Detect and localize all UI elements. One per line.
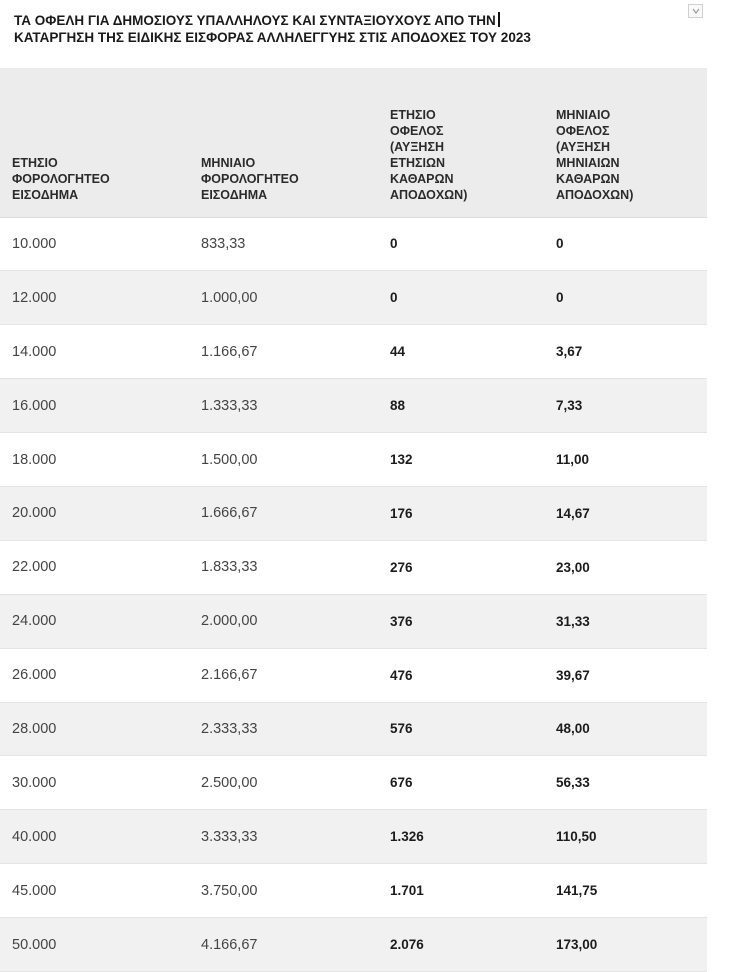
table-row bbox=[0, 648, 707, 702]
header-annual-taxable-income: ΕΤΗΣΙΟ ΦΟΡΟΛΟΓΗΤΕΟ ΕΙΣΟΔΗΜΑ bbox=[0, 68, 189, 217]
annual-benefit-cell: 2.076 bbox=[378, 918, 544, 972]
annual-income-cell: 16.000 bbox=[0, 379, 189, 433]
table-row bbox=[0, 325, 707, 379]
annual-income-cell: 26.000 bbox=[0, 648, 189, 702]
annual-income-cell: 40.000 bbox=[0, 810, 189, 864]
table-title bbox=[14, 12, 664, 46]
header-monthly-benefit: ΜΗΝΙΑΙΟ ΟΦΕΛΟΣ (ΑΥΞΗΣΗ ΜΗΝΙΑΙΩΝ ΚΑΘΑΡΩΝ ΑΠΟΔΟΧΩΝ) bbox=[544, 68, 707, 217]
monthly-income-cell: 1.000,00 bbox=[189, 271, 378, 325]
table-body bbox=[0, 217, 707, 971]
annual-income-cell: 18.000 bbox=[0, 433, 189, 487]
annual-income-cell: 22.000 bbox=[0, 540, 189, 594]
monthly-benefit-cell: 141,75 bbox=[544, 864, 707, 918]
chevron-down-icon[interactable] bbox=[688, 4, 703, 18]
table-row bbox=[0, 810, 707, 864]
monthly-income-cell: 1.833,33 bbox=[189, 540, 378, 594]
monthly-income-cell: 2.166,67 bbox=[189, 648, 378, 702]
table-row bbox=[0, 918, 707, 972]
header-monthly-taxable-income: ΜΗΝΙΑΙΟ ΦΟΡΟΛΟΓΗΤΕΟ ΕΙΣΟΔΗΜΑ bbox=[189, 68, 378, 217]
monthly-income-cell: 1.333,33 bbox=[189, 379, 378, 433]
monthly-benefit-cell: 39,67 bbox=[544, 648, 707, 702]
monthly-benefit-cell: 23,00 bbox=[544, 540, 707, 594]
monthly-benefit-cell: 173,00 bbox=[544, 918, 707, 972]
table-row bbox=[0, 702, 707, 756]
monthly-income-cell: 1.666,67 bbox=[189, 486, 378, 540]
annual-benefit-cell: 576 bbox=[378, 702, 544, 756]
monthly-benefit-cell: 14,67 bbox=[544, 486, 707, 540]
monthly-benefit-cell: 7,33 bbox=[544, 379, 707, 433]
header-annual-benefit: ΕΤΗΣΙΟ ΟΦΕΛΟΣ (ΑΥΞΗΣΗ ΕΤΗΣΙΩΝ ΚΑΘΑΡΩΝ ΑΠΟΔΟΧΩΝ) bbox=[378, 68, 544, 217]
table-row bbox=[0, 864, 707, 918]
table-title-line-2: ΚΑΤΑΡΓΗΣΗ ΤΗΣ ΕΙΔΙΚΗΣ ΕΙΣΦΟΡΑΣ ΑΛΛΗΛΕΓΓΥΗΣ ΣΤΙΣ ΑΠΟΔΟΧΕΣ ΤΟΥ 2023 bbox=[14, 30, 531, 45]
annual-income-cell: 12.000 bbox=[0, 271, 189, 325]
annual-benefit-cell: 176 bbox=[378, 486, 544, 540]
monthly-income-cell: 2.500,00 bbox=[189, 756, 378, 810]
annual-income-cell: 50.000 bbox=[0, 918, 189, 972]
annual-income-cell: 10.000 bbox=[0, 217, 189, 271]
monthly-income-cell: 3.750,00 bbox=[189, 864, 378, 918]
table-row bbox=[0, 217, 707, 271]
annual-benefit-cell: 88 bbox=[378, 379, 544, 433]
annual-benefit-cell: 132 bbox=[378, 433, 544, 487]
annual-benefit-cell: 676 bbox=[378, 756, 544, 810]
table-row bbox=[0, 594, 707, 648]
annual-benefit-cell: 0 bbox=[378, 271, 544, 325]
annual-benefit-cell: 376 bbox=[378, 594, 544, 648]
monthly-benefit-cell: 0 bbox=[544, 271, 707, 325]
monthly-benefit-cell: 31,33 bbox=[544, 594, 707, 648]
monthly-benefit-cell: 3,67 bbox=[544, 325, 707, 379]
monthly-benefit-cell: 110,50 bbox=[544, 810, 707, 864]
monthly-income-cell: 1.500,00 bbox=[189, 433, 378, 487]
monthly-income-cell: 2.000,00 bbox=[189, 594, 378, 648]
benefits-table bbox=[0, 68, 707, 972]
monthly-benefit-cell: 48,00 bbox=[544, 702, 707, 756]
annual-benefit-cell: 1.701 bbox=[378, 864, 544, 918]
monthly-income-cell: 833,33 bbox=[189, 217, 378, 271]
text-cursor bbox=[498, 12, 500, 27]
monthly-income-cell: 1.166,67 bbox=[189, 325, 378, 379]
table-title-line-1: ΤΑ ΟΦΕΛΗ ΓΙΑ ΔΗΜΟΣΙΟΥΣ ΥΠΑΛΛΗΛΟΥΣ ΚΑΙ ΣΥΝΤΑΞΙΟΥΧΟΥΣ ΑΠΟ ΤΗΝ bbox=[14, 12, 664, 29]
monthly-benefit-cell: 11,00 bbox=[544, 433, 707, 487]
monthly-income-cell: 4.166,67 bbox=[189, 918, 378, 972]
monthly-income-cell: 2.333,33 bbox=[189, 702, 378, 756]
table-row bbox=[0, 379, 707, 433]
annual-benefit-cell: 0 bbox=[378, 217, 544, 271]
annual-income-cell: 24.000 bbox=[0, 594, 189, 648]
annual-income-cell: 14.000 bbox=[0, 325, 189, 379]
table-header-row bbox=[0, 68, 707, 217]
annual-income-cell: 20.000 bbox=[0, 486, 189, 540]
table-row bbox=[0, 756, 707, 810]
table-row bbox=[0, 271, 707, 325]
annual-income-cell: 28.000 bbox=[0, 702, 189, 756]
annual-income-cell: 30.000 bbox=[0, 756, 189, 810]
monthly-income-cell: 3.333,33 bbox=[189, 810, 378, 864]
annual-income-cell: 45.000 bbox=[0, 864, 189, 918]
annual-benefit-cell: 1.326 bbox=[378, 810, 544, 864]
annual-benefit-cell: 44 bbox=[378, 325, 544, 379]
monthly-benefit-cell: 0 bbox=[544, 217, 707, 271]
annual-benefit-cell: 276 bbox=[378, 540, 544, 594]
table-row bbox=[0, 433, 707, 487]
annual-benefit-cell: 476 bbox=[378, 648, 544, 702]
monthly-benefit-cell: 56,33 bbox=[544, 756, 707, 810]
table-row bbox=[0, 540, 707, 594]
table-row bbox=[0, 486, 707, 540]
